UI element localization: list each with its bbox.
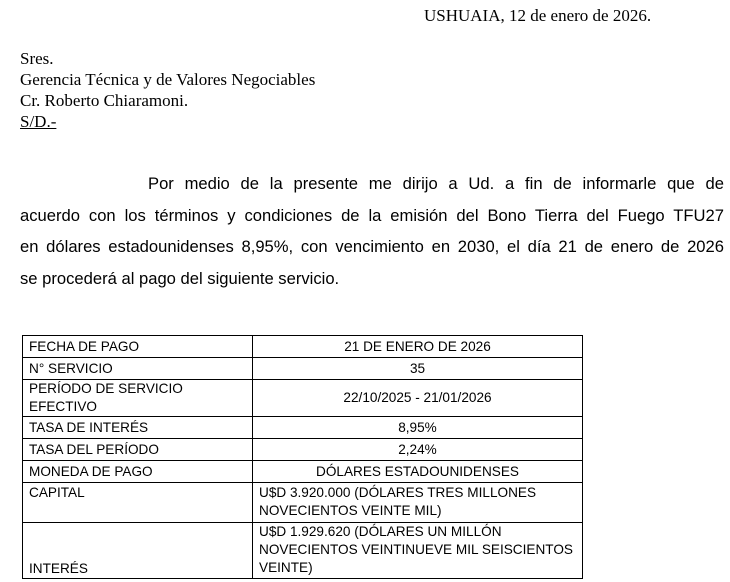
row-value-tasa-periodo: 2,24% — [253, 439, 583, 461]
addressee-person: Cr. Roberto Chiaramoni. — [20, 91, 189, 110]
table-row — [23, 439, 583, 461]
table-row — [23, 483, 583, 523]
table-row — [23, 336, 583, 358]
row-label-periodo: PERÍODO DE SERVICIO EFECTIVO — [23, 380, 253, 417]
row-label-fecha-pago: FECHA DE PAGO — [23, 336, 253, 358]
capital-value-line-1: U$D 3.920.000 (DÓLARES TRES MILLONES — [259, 485, 537, 500]
row-label-tasa-periodo: TASA DEL PERÍODO — [23, 439, 253, 461]
body-line-2: acuerdo con los términos y condiciones de la emisión del Bono Tierra del Fuego TFU27 — [20, 205, 724, 225]
row-value-moneda: DÓLARES ESTADOUNIDENSES — [253, 461, 583, 483]
interes-value-line-3: VEINTE) — [259, 560, 313, 575]
table-row — [23, 417, 583, 439]
addressee-block — [20, 48, 315, 132]
service-table — [22, 335, 583, 579]
body-line-3: en dólares estadounidenses 8,95%, con vencimiento en 2030, el día 21 de enero de 2026 — [20, 237, 724, 256]
body-line-4: se procederá al pago del siguiente servicio. — [20, 268, 340, 288]
letter-date: USHUAIA, 12 de enero de 2026. — [424, 6, 652, 25]
body-line-1: Por medio de la presente me dirijo a Ud. a fin de informarle que de — [148, 174, 724, 193]
interes-value-line-1: U$D 1.929.620 (DÓLARES UN MILLÓN — [259, 524, 502, 539]
row-value-fecha-pago: 21 DE ENERO DE 2026 — [253, 336, 583, 358]
capital-value-line-2: NOVECIENTOS VEINTE MIL) — [259, 503, 442, 518]
row-value-capital — [253, 483, 583, 523]
row-value-periodo: 22/10/2025 - 21/01/2026 — [253, 380, 583, 417]
row-value-tasa-interes: 8,95% — [253, 417, 583, 439]
addressee-salutation: Sres. — [20, 49, 54, 68]
letter-body — [20, 168, 724, 294]
row-label-tasa-interes: TASA DE INTERÉS — [23, 417, 253, 439]
row-label-moneda: MONEDA DE PAGO — [23, 461, 253, 483]
table-row — [23, 523, 583, 579]
table-row — [23, 380, 583, 417]
row-value-interes — [253, 523, 583, 579]
row-label-capital: CAPITAL — [23, 483, 253, 523]
row-value-numero-servicio: 35 — [253, 358, 583, 380]
table-row — [23, 358, 583, 380]
table-row — [23, 461, 583, 483]
addressee-department: Gerencia Técnica y de Valores Negociables — [20, 70, 316, 89]
addressee-sd: S/D.- — [20, 112, 57, 131]
row-label-numero-servicio: N° SERVICIO — [23, 358, 253, 380]
interes-value-line-2: NOVECIENTOS VEINTINUEVE MIL SEISCIENTOS — [259, 542, 573, 557]
row-label-interes: INTERÉS — [23, 523, 253, 579]
